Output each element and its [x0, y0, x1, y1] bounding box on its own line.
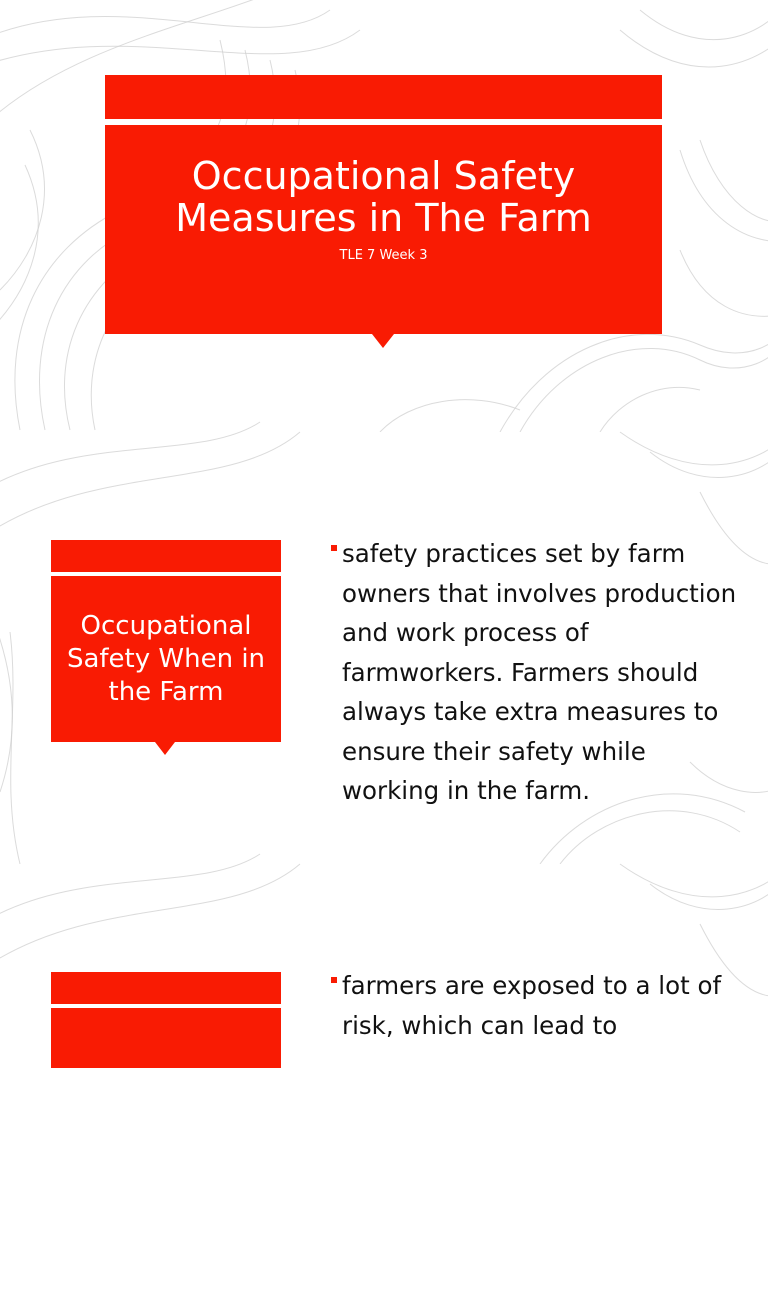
bullet-square-icon: [331, 977, 337, 983]
heading-accent-bar: [51, 972, 281, 1004]
heading-box-pointer: [155, 742, 175, 755]
section-heading: Occupational Safety When in the Farm: [66, 611, 266, 707]
content-slide-2: [0, 864, 768, 1040]
bullet-text: safety practices set by farm owners that involves production and work process of farmworkers. Farmers should always take extra measures to ensure their safety while working in the farm.: [342, 539, 737, 805]
heading-accent-bar: [51, 540, 281, 572]
background-swirl-lines: [0, 864, 768, 1296]
heading-box: [51, 1008, 281, 1068]
title-slide: [0, 0, 768, 432]
bullet-square-icon: [331, 545, 337, 551]
bullet-text: farmers are exposed to a lot of risk, which can lead to: [342, 971, 722, 1040]
title-box-pointer: [372, 334, 394, 348]
slide-subtitle: TLE 7 Week 3: [339, 248, 428, 263]
slide-title: Occupational Safety Measures in The Farm: [175, 154, 592, 240]
title-accent-bar: [105, 75, 662, 119]
content-slide-1: [0, 432, 768, 864]
